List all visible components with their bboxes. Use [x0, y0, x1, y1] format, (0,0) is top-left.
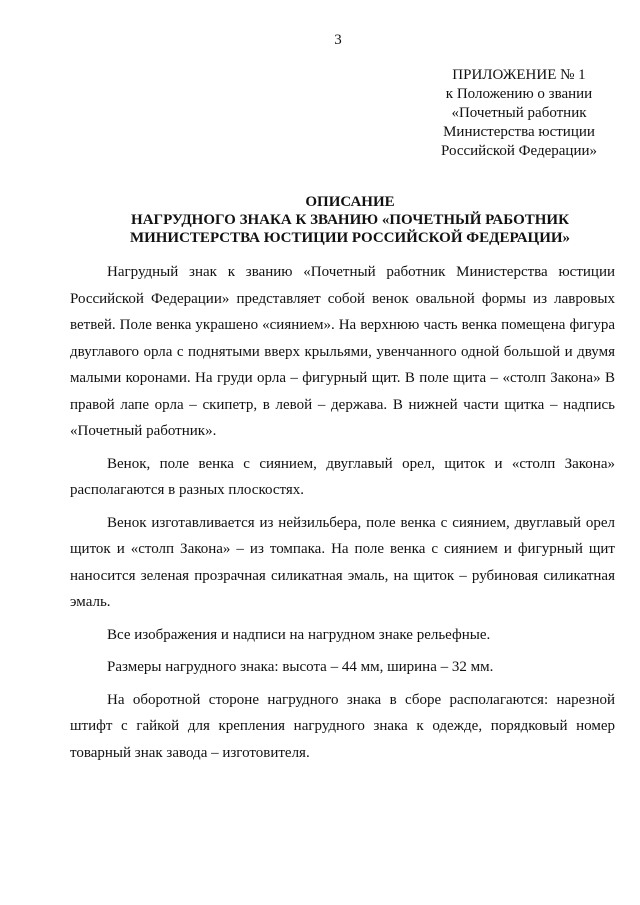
title-line: МИНИСТЕРСТВА ЮСТИЦИИ РОССИЙСКОЙ ФЕДЕРАЦИИ» [129, 230, 571, 246]
annex-line: Министерства юстиции [443, 124, 595, 140]
paragraph: На оборотной стороне нагрудного знака в сборе располагаются: нарезной штифт с гайкой для крепления нагрудного знака к одежде, порядковый номер товарный знак завода – изготовителя. [70, 691, 615, 761]
annex-line: к Положению о звании [445, 86, 593, 102]
paragraph: Все изображения и надписи на нагрудном знаке рельефные. [107, 626, 491, 643]
document-body [70, 259, 615, 772]
title-line: ОПИСАНИЕ [305, 194, 395, 210]
paragraph: Венок изготавливается из нейзильбера, поле венка с сиянием, двуглавый орел щиток и «столп Закона» – из томпака. На поле венка с сиянием и фигурный щит наносится зеленая прозрачная силикатная эмаль, на щиток – рубиновая силикатная эмаль. [70, 514, 615, 610]
annex-heading [404, 66, 634, 161]
document-title [60, 193, 640, 247]
paragraph: Венок, поле венка с сиянием, двуглавый орел, щиток и «столп Закона» располагаются в разных плоскостях. [70, 455, 615, 498]
title-line: НАГРУДНОГО ЗНАКА К ЗВАНИЮ «ПОЧЕТНЫЙ РАБОТНИК [131, 212, 569, 228]
annex-line: Российской Федерации» [440, 143, 597, 159]
annex-line: ПРИЛОЖЕНИЕ № 1 [452, 67, 586, 83]
paragraph: Нагрудный знак к званию «Почетный работник Министерства юстиции Российской Федерации» представляет собой венок овальной формы из лавровых ветвей. Поле венка украшено «сиянием». На верхнюю часть венка помещена фигура двуглавого орла с поднятыми вверх крыльями, увенчанного одной большой и двумя малыми коронами. На груди орла – фигурный щит. В поле щита – «столп Закона» В правой лапе орла – скипетр, в левой – держава. В нижней части щитка – надпись «Почетный работник». [70, 264, 615, 439]
page-number: 3 [334, 32, 342, 48]
paragraph: Размеры нагрудного знака: высота – 44 мм, ширина – 32 мм. [107, 659, 494, 675]
annex-line: «Почетный работник [451, 105, 587, 121]
